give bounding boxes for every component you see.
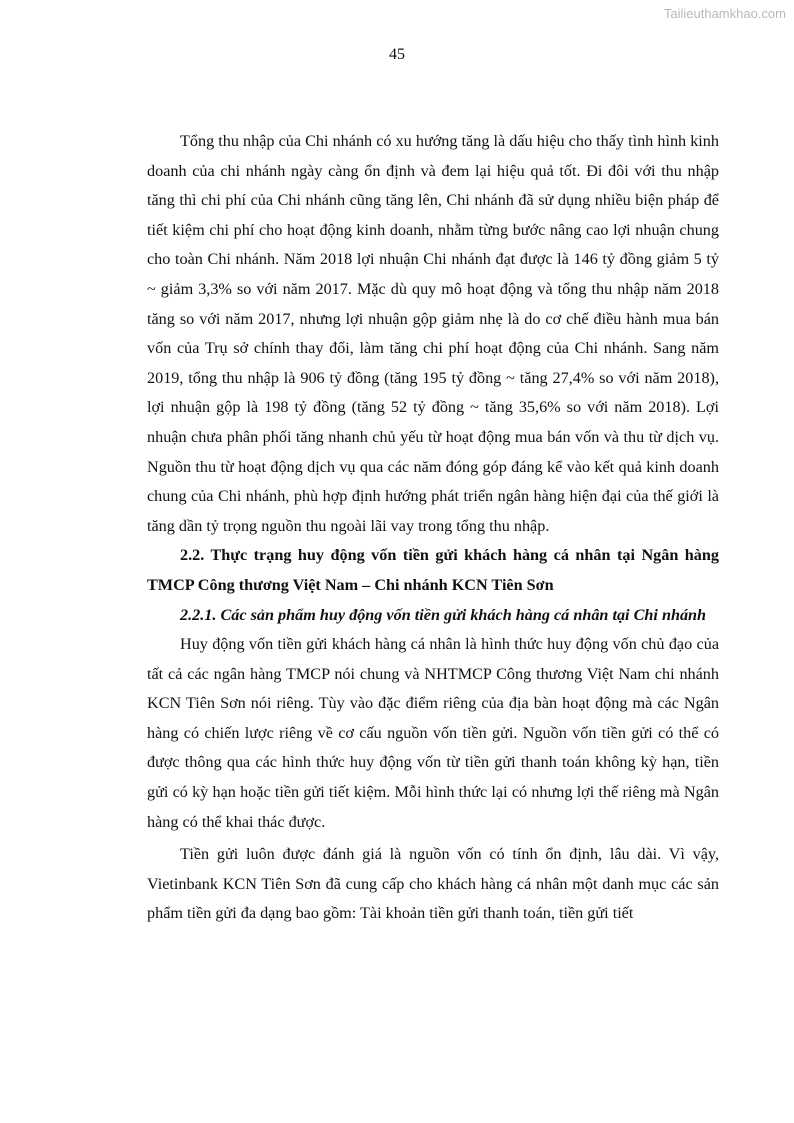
paragraph-total-income: Tổng thu nhập của Chi nhánh có xu hướng tăng là dấu hiệu cho thấy tình hình kinh doanh của chi nhánh ngày càng ổn định và đem lại hiệu quả tốt. Đi đôi với thu nhập tăng thì chi phí của Chi nhánh cũng tăng lên, Chi nhánh đã sử dụng nhiều biện pháp để tiết kiệm chi phí cho hoạt động kinh doanh, nhằm từng bước nâng cao lợi nhuận chung cho toàn Chi nhánh. Năm 2018 lợi nhuận Chi nhánh đạt được là 146 tỷ đồng giảm 5 tỷ ~ giảm 3,3% so với năm 2017. Mặc dù quy mô hoạt động và tổng thu nhập năm 2018 tăng so với năm 2017, nhưng lợi nhuận gộp giảm nhẹ là do cơ chế điều hành mua bán vốn của Trụ sở chính thay đổi, làm tăng chi phí hoạt động của Chi nhánh. Sang năm 2019, tổng thu nhập là 906 tỷ đồng (tăng 195 tỷ đồng ~ tăng 27,4% so với năm 2018), lợi nhuận gộp là 198 tỷ đồng (tăng 52 tỷ đồng ~ tăng 35,6% so với năm 2018). Lợi nhuận chưa phân phối tăng nhanh chủ yếu từ hoạt động mua bán vốn và thu từ dịch vụ. Nguồn thu từ hoạt động dịch vụ qua các năm đóng góp đáng kể vào kết quả kinh doanh chung của Chi nhánh, phù hợp định hướng phát triển ngân hàng hiện đại của thế giới là tăng dần tỷ trọng nguồn thu ngoài lãi vay trong tổng thu nhập. [147,132,719,535]
paragraph-deposit-mobilization: Huy động vốn tiền gửi khách hàng cá nhân là hình thức huy động vốn chủ đạo của tất cả các ngân hàng TMCP nói chung và NHTMCP Công thương Việt Nam chi nhánh KCN Tiên Sơn nói riêng. Tùy vào đặc điểm riêng của địa bàn hoạt động mà các Ngân hàng có chiến lược riêng về cơ cấu nguồn vốn tiền gửi. Nguồn vốn tiền gửi có thể có được thông qua các hình thức huy động vốn từ tiền gửi thanh toán không kỳ hạn, tiền gửi có kỳ hạn hoặc tiền gửi tiết kiệm. Mỗi hình thức lại có nhưng lợi thế riêng mà Ngân hàng có thể khai thác được. [147,635,719,831]
page-number: 45 [389,46,405,63]
paragraph-deposit-products: Tiền gửi luôn được đánh giá là nguồn vốn có tính ổn định, lâu dài. Vì vậy, Vietinbank KCN Tiên Sơn đã cung cấp cho khách hàng cá nhân một danh mục các sản phẩm tiền gửi đa dạng bao gồm: Tài khoản tiền gửi thanh toán, tiền gửi tiết [147,845,719,923]
watermark-text: Tailieuthamkhao.com [663,6,786,21]
section-heading-2-2-1: 2.2.1. Các sản phẩm huy động vốn tiền gửi khách hàng cá nhân tại Chi nhánh [180,605,707,624]
section-heading-2-2: 2.2. Thực trạng huy động vốn tiền gửi khách hàng cá nhân tại Ngân hàng TMCP Công thương Việt Nam – Chi nhánh KCN Tiên Sơn [147,546,719,594]
document-body [147,127,719,929]
